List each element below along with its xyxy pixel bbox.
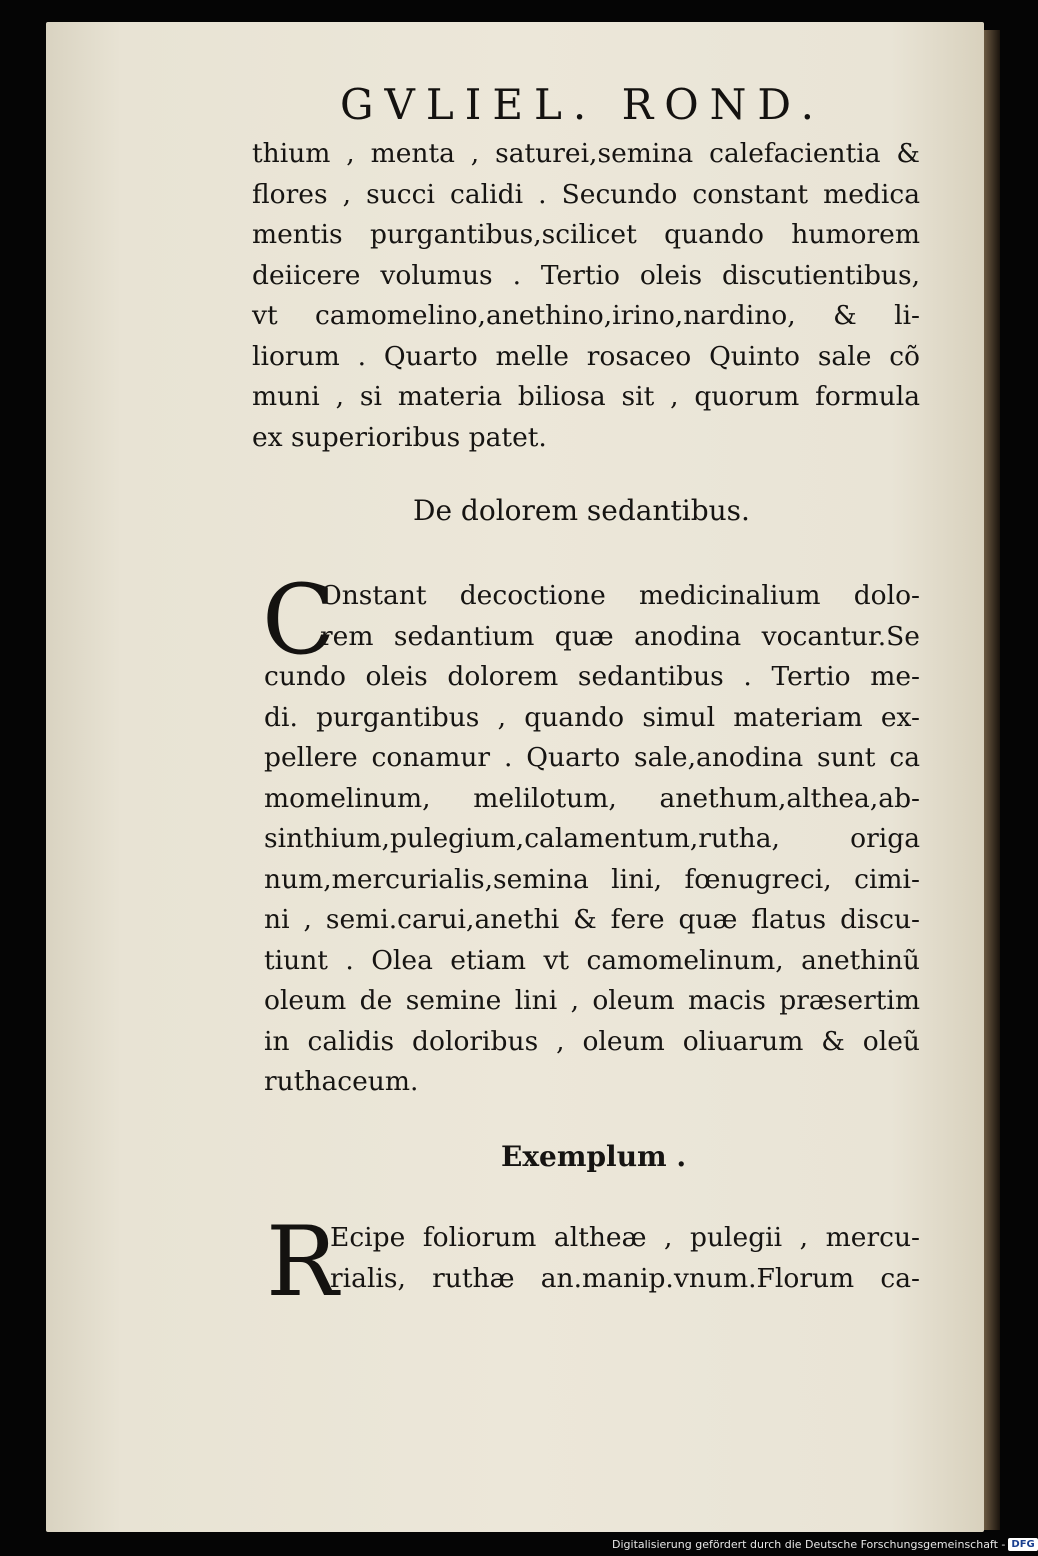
text-line: rem sedantium quæ anodina vocantur.Se (320, 620, 920, 652)
digitization-credit (612, 1538, 1038, 1551)
drop-capital: R (266, 1206, 339, 1318)
dfg-logo-icon: DFG (1008, 1538, 1037, 1551)
text-line: deiicere volumus . Tertio oleis discutientibus, (252, 259, 920, 291)
text-line: thium , menta , saturei,semina calefacientia & (252, 138, 920, 169)
section-heading: Exemplum . (501, 1140, 687, 1173)
text-line: vt camomelino,anethino,irino,nardino, & li- (252, 300, 920, 331)
text-line: num,mercurialis,semina lini, fœnugreci, cimi- (264, 863, 920, 895)
text-line: di. purgantibus , quando simul materiam ex- (264, 701, 920, 733)
credit-text: Digitalisierung gefördert durch die Deutsche Forschungsgemeinschaft - (612, 1538, 1006, 1551)
text-line: ruthaceum. (264, 1066, 419, 1097)
page-edge (984, 30, 1000, 1530)
text-line: pellere conamur . Quarto sale,anodina sunt ca (264, 742, 920, 773)
text-line: ni , semi.carui,anethi & fere quæ flatus discu- (264, 904, 920, 935)
text-line: ex superioribus patet. (252, 421, 547, 453)
text-line: rialis, ruthæ an.manip.vnum.Florum ca- (330, 1262, 920, 1294)
drop-capital: C (262, 564, 336, 676)
text-line: muni , si materia biliosa sit , quorum formula (252, 381, 920, 412)
paragraph-3 (330, 1218, 920, 1299)
text-line: cundo oleis dolorem sedantibus . Tertio me- (264, 661, 920, 692)
text-line: Onstant decoctione medicinalium dolo- (320, 580, 920, 611)
text-line: oleum de semine lini , oleum macis præsertim (264, 985, 920, 1016)
paragraph-2 (264, 576, 920, 1103)
text-line: flores , succi calidi . Secundo constant medica (252, 178, 920, 210)
text-line: liorum . Quarto melle rosaceo Quinto sale cõ (252, 340, 920, 372)
text-line: Ecipe foliorum altheæ , pulegii , mercu- (330, 1222, 920, 1253)
section-heading: De dolorem sedantibus. (413, 494, 750, 527)
text-line: in calidis doloribus , oleum oliuarum & oleũ (264, 1025, 920, 1057)
paragraph-1 (252, 134, 920, 458)
text-line: tiunt . Olea etiam vt camomelinum, anethinũ (264, 944, 920, 976)
text-line: momelinum, melilotum, anethum,althea,ab- (264, 782, 920, 814)
running-head: GVLIEL. ROND. (340, 80, 825, 129)
text-line: mentis purgantibus,scilicet quando humorem (252, 219, 920, 250)
text-line: sinthium,pulegium,calamentum,rutha, origa (264, 823, 920, 854)
